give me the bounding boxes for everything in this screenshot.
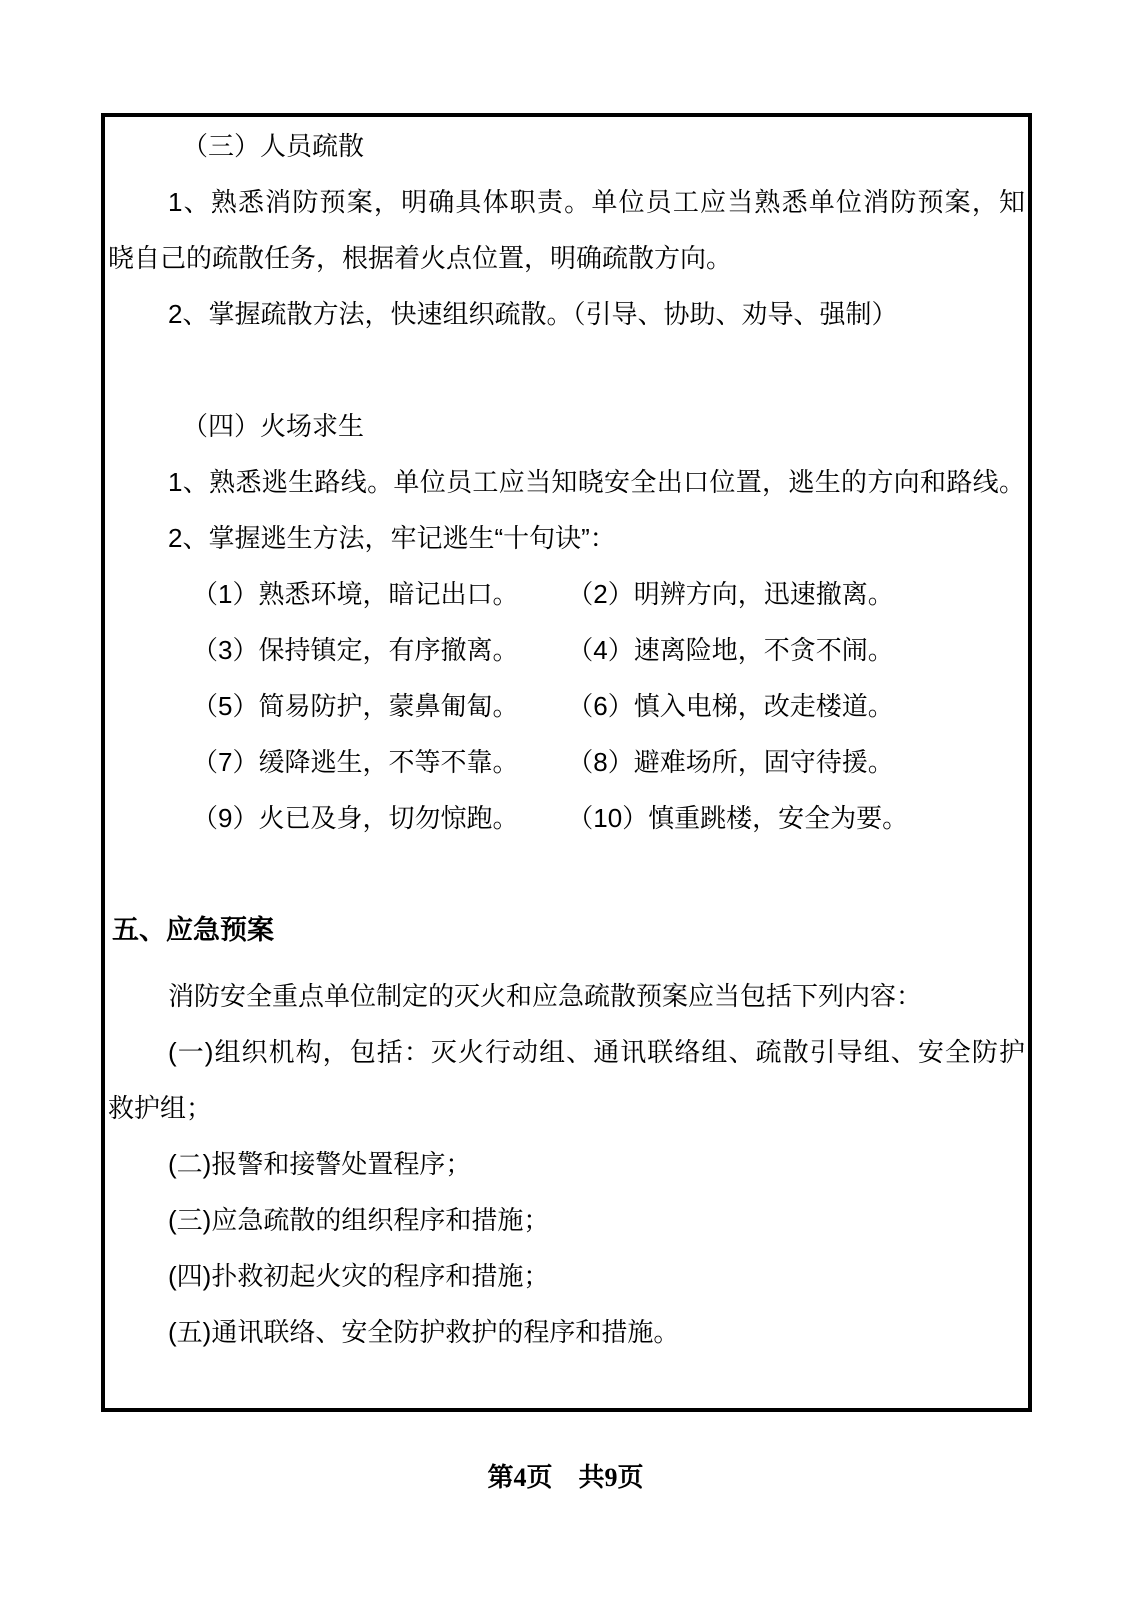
section-heading-evacuation: （三）人员疏散: [182, 131, 365, 161]
rule-item: （10）慎重跳楼，安全为要。: [567, 803, 909, 833]
rule-row: [108, 622, 1025, 678]
evacuation-point1-line1: 1、熟悉消防预案，明确具体职责。单位员工应当熟悉单位消防预案，知: [168, 187, 1025, 217]
fire-survival-point1: 1、熟悉逃生路线。单位员工应当知晓安全出口位置，逃生的方向和路线。: [168, 467, 1025, 497]
fire-survival-point2: 2、掌握逃生方法，牢记逃生“十句诀”：: [168, 523, 616, 553]
blank-line: [108, 342, 1025, 398]
evacuation-point1-line2: 晓自己的疏散任务，根据着火点位置，明确疏散方向。: [108, 243, 733, 273]
emergency-plan-item4: (四)扑救初起火灾的程序和措施；: [168, 1261, 550, 1291]
rule-item: （3）保持镇定，有序撤离。: [192, 635, 519, 665]
rule-item: （1）熟悉环境，暗记出口。: [192, 579, 519, 609]
rule-item: （2）明辨方向，迅速撤离。: [567, 579, 894, 609]
rule-item: （8）避难场所，固守待援。: [567, 747, 894, 777]
section-heading-fire-survival: （四）火场求生: [182, 411, 365, 441]
emergency-plan-item5: (五)通讯联络、安全防护救护的程序和措施。: [168, 1317, 680, 1347]
blank-line: [108, 846, 1025, 902]
page-number: 第4页 共9页: [487, 1463, 644, 1492]
emergency-plan-item1-line1: (一)组织机构，包括：灭火行动组、通讯联络组、疏散引导组、安全防护: [168, 1037, 1025, 1067]
content-border-box: [101, 113, 1032, 1412]
rule-row: [108, 790, 1025, 846]
emergency-plan-item1-line2: 救护组；: [108, 1093, 213, 1123]
rule-row: [108, 734, 1025, 790]
rule-item: （5）简易防护，蒙鼻匍匐。: [192, 691, 519, 721]
section-heading-emergency-plan: 五、应急预案: [112, 915, 274, 945]
evacuation-point2: 2、掌握疏散方法，快速组织疏散。（引导、协助、劝导、强制）: [168, 299, 898, 329]
emergency-plan-item3: (三)应急疏散的组织程序和措施；: [168, 1205, 550, 1235]
rule-row: [108, 678, 1025, 734]
emergency-plan-item2: (二)报警和接警处置程序；: [168, 1149, 472, 1179]
rule-item: （6）慎入电梯，改走楼道。: [567, 691, 894, 721]
rule-item: （7）缓降逃生，不等不靠。: [192, 747, 519, 777]
rule-row: [108, 566, 1025, 622]
emergency-plan-intro: 消防安全重点单位制定的灭火和应急疏散预案应当包括下列内容：: [168, 981, 923, 1011]
rule-item: （4）速离险地，不贪不闹。: [567, 635, 894, 665]
rule-item: （9）火已及身，切勿惊跑。: [192, 803, 519, 833]
